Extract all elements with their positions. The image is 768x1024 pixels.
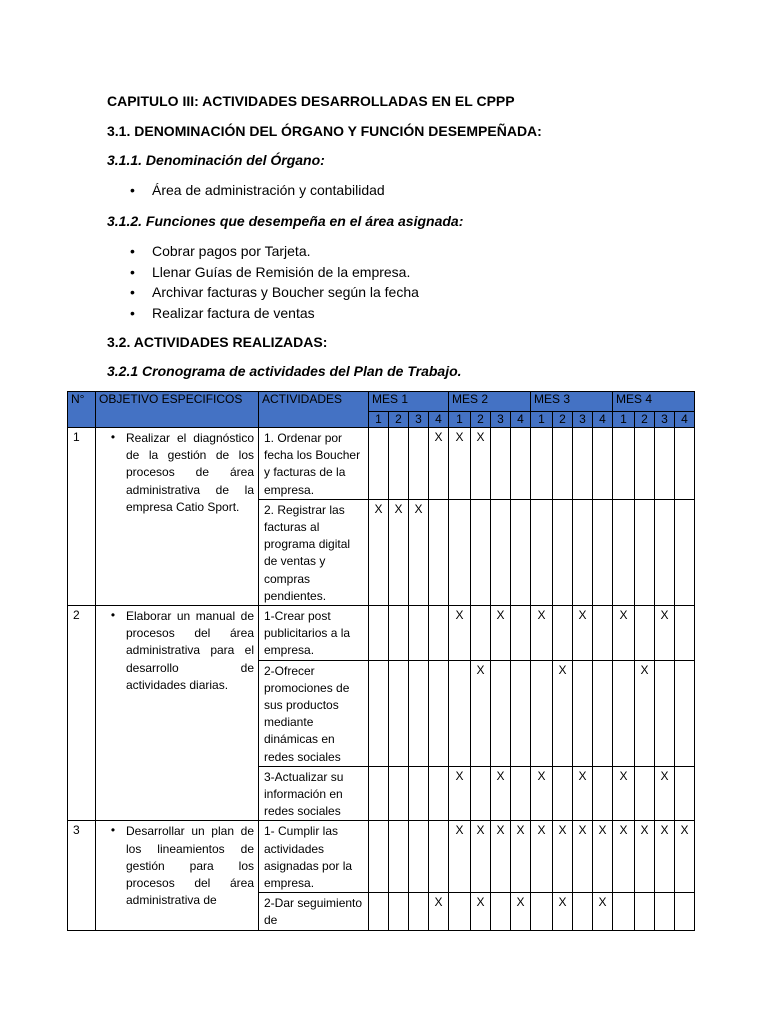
bullet-icon: • bbox=[110, 608, 116, 623]
header-week: 3 bbox=[491, 412, 511, 428]
header-month: MES 1 bbox=[369, 392, 449, 412]
week-mark-cell bbox=[613, 428, 635, 500]
week-mark-cell: X bbox=[471, 893, 491, 930]
week-mark-cell bbox=[593, 766, 613, 821]
header-week: 1 bbox=[613, 412, 635, 428]
week-mark-cell bbox=[429, 821, 449, 893]
week-mark-cell bbox=[429, 660, 449, 766]
objective-text: Realizar el diagnóstico de la gestión de los procesos de área administrativa de la empresa Catio Sport. bbox=[126, 431, 254, 514]
week-mark-cell bbox=[635, 499, 655, 605]
week-mark-cell bbox=[369, 893, 389, 930]
week-mark-cell bbox=[613, 499, 635, 605]
week-mark-cell bbox=[573, 893, 593, 930]
week-mark-cell bbox=[389, 606, 409, 661]
week-mark-cell bbox=[409, 766, 429, 821]
section-3-1-2-heading: 3.1.2. Funciones que desempeña en el área asignada: bbox=[107, 213, 464, 229]
week-mark-cell: X bbox=[369, 499, 389, 605]
week-mark-cell bbox=[593, 606, 613, 661]
row-number: 2 bbox=[68, 606, 96, 821]
week-mark-cell: X bbox=[593, 893, 613, 930]
bullet-icon: • bbox=[130, 243, 135, 259]
header-week: 4 bbox=[511, 412, 531, 428]
objective-text: Elaborar un manual de procesos del área administrativa para el desarrollo de actividades diarias. bbox=[126, 609, 254, 692]
week-mark-cell: X bbox=[613, 766, 635, 821]
header-month: MES 2 bbox=[449, 392, 531, 412]
week-mark-cell bbox=[429, 499, 449, 605]
week-mark-cell: X bbox=[573, 821, 593, 893]
section-3-1-1-heading: 3.1.1. Denominación del Órgano: bbox=[107, 152, 325, 168]
week-mark-cell: X bbox=[389, 499, 409, 605]
week-mark-cell bbox=[429, 606, 449, 661]
row-number: 1 bbox=[68, 428, 96, 606]
week-mark-cell: X bbox=[655, 821, 675, 893]
week-mark-cell bbox=[449, 893, 471, 930]
week-mark-cell: X bbox=[613, 821, 635, 893]
week-mark-cell bbox=[635, 893, 655, 930]
week-mark-cell bbox=[593, 428, 613, 500]
week-mark-cell bbox=[635, 428, 655, 500]
objective-text: Desarrollar un plan de los lineamientos de gestión para los procesos del área administrativa de bbox=[126, 824, 254, 908]
week-mark-cell bbox=[409, 428, 429, 500]
week-mark-cell bbox=[675, 499, 695, 605]
week-mark-cell bbox=[491, 893, 511, 930]
header-week: 1 bbox=[531, 412, 553, 428]
activity-cell: 2-Ofrecer promociones de sus productos mediante dinámicas en redes sociales bbox=[259, 660, 369, 766]
table-row bbox=[68, 821, 695, 893]
week-mark-cell bbox=[511, 606, 531, 661]
week-mark-cell bbox=[553, 499, 573, 605]
week-mark-cell bbox=[389, 893, 409, 930]
week-mark-cell bbox=[389, 766, 409, 821]
week-mark-cell: X bbox=[655, 606, 675, 661]
section-3-1-heading: 3.1. DENOMINACIÓN DEL ÓRGANO Y FUNCIÓN DESEMPEÑADA: bbox=[107, 123, 542, 139]
week-mark-cell bbox=[553, 766, 573, 821]
activity-cell: 2-Dar seguimiento de bbox=[259, 893, 369, 930]
row-number: 3 bbox=[68, 821, 96, 930]
list-item: • Llenar Guías de Remisión de la empresa. bbox=[130, 262, 419, 283]
week-mark-cell bbox=[675, 766, 695, 821]
week-mark-cell: X bbox=[553, 660, 573, 766]
week-mark-cell bbox=[655, 893, 675, 930]
week-mark-cell bbox=[613, 893, 635, 930]
week-mark-cell bbox=[655, 499, 675, 605]
header-activities: ACTIVIDADES bbox=[259, 392, 369, 428]
header-week: 3 bbox=[409, 412, 429, 428]
section-3-2-heading: 3.2. ACTIVIDADES REALIZADAS: bbox=[107, 334, 328, 350]
week-mark-cell bbox=[635, 766, 655, 821]
week-mark-cell bbox=[409, 893, 429, 930]
week-mark-cell bbox=[369, 821, 389, 893]
week-mark-cell bbox=[369, 660, 389, 766]
week-mark-cell: X bbox=[409, 499, 429, 605]
activity-cell: 1- Cumplir las actividades asignadas por la empresa. bbox=[259, 821, 369, 893]
week-mark-cell: X bbox=[635, 660, 655, 766]
week-mark-cell bbox=[389, 660, 409, 766]
bullet-icon: • bbox=[130, 304, 135, 321]
chapter-title: CAPITULO III: ACTIVIDADES DESARROLLADAS EN EL CPPP bbox=[107, 93, 515, 109]
week-mark-cell bbox=[675, 428, 695, 500]
week-mark-cell bbox=[409, 821, 429, 893]
week-mark-cell bbox=[573, 499, 593, 605]
header-week: 1 bbox=[369, 412, 389, 428]
week-mark-cell bbox=[449, 499, 471, 605]
week-mark-cell bbox=[593, 499, 613, 605]
table-row bbox=[68, 428, 695, 500]
bullet-icon: • bbox=[130, 284, 135, 300]
week-mark-cell bbox=[491, 660, 511, 766]
header-week: 3 bbox=[655, 412, 675, 428]
week-mark-cell bbox=[491, 499, 511, 605]
header-week: 2 bbox=[635, 412, 655, 428]
week-mark-cell: X bbox=[471, 428, 491, 500]
week-mark-cell bbox=[531, 428, 553, 500]
list-item: • Cobrar pagos por Tarjeta. bbox=[130, 241, 419, 262]
week-mark-cell: X bbox=[449, 821, 471, 893]
section-3-2-1-heading: 3.2.1 Cronograma de actividades del Plan de Trabajo. bbox=[107, 363, 462, 379]
week-mark-cell bbox=[573, 660, 593, 766]
week-mark-cell: X bbox=[553, 893, 573, 930]
activity-cell: 3-Actualizar su información en redes sociales bbox=[259, 766, 369, 821]
week-mark-cell bbox=[675, 606, 695, 661]
week-mark-cell bbox=[511, 428, 531, 500]
week-mark-cell bbox=[655, 660, 675, 766]
week-mark-cell bbox=[613, 660, 635, 766]
activity-cell: 1. Ordenar por fecha los Boucher y facturas de la empresa. bbox=[259, 428, 369, 500]
list-item: • Realizar factura de ventas bbox=[130, 303, 419, 324]
bullet-icon: • bbox=[110, 430, 116, 444]
week-mark-cell bbox=[449, 660, 471, 766]
list-item: • Área de administración y contabilidad bbox=[130, 180, 385, 201]
week-mark-cell bbox=[369, 606, 389, 661]
week-mark-cell: X bbox=[471, 660, 491, 766]
week-mark-cell: X bbox=[449, 766, 471, 821]
week-mark-cell bbox=[471, 766, 491, 821]
header-month: MES 4 bbox=[613, 392, 695, 412]
header-objective: OBJETIVO ESPECIFICOS bbox=[96, 392, 259, 428]
week-mark-cell bbox=[675, 660, 695, 766]
week-mark-cell bbox=[511, 499, 531, 605]
week-mark-cell: X bbox=[449, 428, 471, 500]
functions-list bbox=[130, 241, 419, 323]
week-mark-cell bbox=[553, 428, 573, 500]
week-mark-cell: X bbox=[531, 821, 553, 893]
table-row bbox=[68, 606, 695, 661]
week-mark-cell bbox=[389, 428, 409, 500]
week-mark-cell bbox=[553, 606, 573, 661]
week-mark-cell bbox=[429, 766, 449, 821]
week-mark-cell bbox=[471, 606, 491, 661]
bullet-icon: • bbox=[130, 182, 135, 198]
week-mark-cell: X bbox=[531, 606, 553, 661]
bullet-icon: • bbox=[110, 823, 116, 838]
week-mark-cell bbox=[655, 428, 675, 500]
week-mark-cell: X bbox=[593, 821, 613, 893]
header-week: 2 bbox=[471, 412, 491, 428]
schedule-table bbox=[67, 391, 695, 931]
header-week: 2 bbox=[553, 412, 573, 428]
bullet-icon: • bbox=[130, 263, 135, 280]
header-week: 3 bbox=[573, 412, 593, 428]
week-mark-cell: X bbox=[471, 821, 491, 893]
week-mark-cell: X bbox=[531, 766, 553, 821]
week-mark-cell: X bbox=[449, 606, 471, 661]
week-mark-cell bbox=[675, 893, 695, 930]
week-mark-cell: X bbox=[511, 893, 531, 930]
week-mark-cell bbox=[471, 499, 491, 605]
week-mark-cell bbox=[531, 893, 553, 930]
week-mark-cell: X bbox=[491, 766, 511, 821]
week-mark-cell bbox=[593, 660, 613, 766]
organ-list bbox=[130, 180, 385, 201]
week-mark-cell bbox=[409, 606, 429, 661]
activity-cell: 2. Registrar las facturas al programa digital de ventas y compras pendientes. bbox=[259, 499, 369, 605]
week-mark-cell bbox=[531, 660, 553, 766]
header-week: 1 bbox=[449, 412, 471, 428]
week-mark-cell: X bbox=[511, 821, 531, 893]
week-mark-cell: X bbox=[429, 428, 449, 500]
week-mark-cell: X bbox=[491, 606, 511, 661]
objective-cell bbox=[96, 606, 259, 821]
week-mark-cell: X bbox=[573, 766, 593, 821]
week-mark-cell bbox=[369, 428, 389, 500]
week-mark-cell: X bbox=[655, 766, 675, 821]
week-mark-cell bbox=[389, 821, 409, 893]
week-mark-cell: X bbox=[553, 821, 573, 893]
week-mark-cell bbox=[369, 766, 389, 821]
week-mark-cell bbox=[635, 606, 655, 661]
list-item: • Archivar facturas y Boucher según la fecha bbox=[130, 282, 419, 303]
week-mark-cell bbox=[491, 428, 511, 500]
week-mark-cell: X bbox=[635, 821, 655, 893]
header-week: 4 bbox=[593, 412, 613, 428]
week-mark-cell: X bbox=[429, 893, 449, 930]
week-mark-cell bbox=[409, 660, 429, 766]
activity-cell: 1-Crear post publicitarios a la empresa. bbox=[259, 606, 369, 661]
week-mark-cell bbox=[531, 499, 553, 605]
schedule-body bbox=[68, 428, 695, 931]
objective-cell bbox=[96, 821, 259, 930]
week-mark-cell bbox=[511, 766, 531, 821]
week-mark-cell bbox=[573, 428, 593, 500]
header-week: 2 bbox=[389, 412, 409, 428]
header-num: N° bbox=[68, 392, 96, 428]
week-mark-cell: X bbox=[491, 821, 511, 893]
week-mark-cell: X bbox=[573, 606, 593, 661]
week-mark-cell bbox=[511, 660, 531, 766]
week-mark-cell: X bbox=[613, 606, 635, 661]
header-month: MES 3 bbox=[531, 392, 613, 412]
objective-cell bbox=[96, 428, 259, 606]
header-week: 4 bbox=[429, 412, 449, 428]
week-mark-cell: X bbox=[675, 821, 695, 893]
header-week: 4 bbox=[675, 412, 695, 428]
